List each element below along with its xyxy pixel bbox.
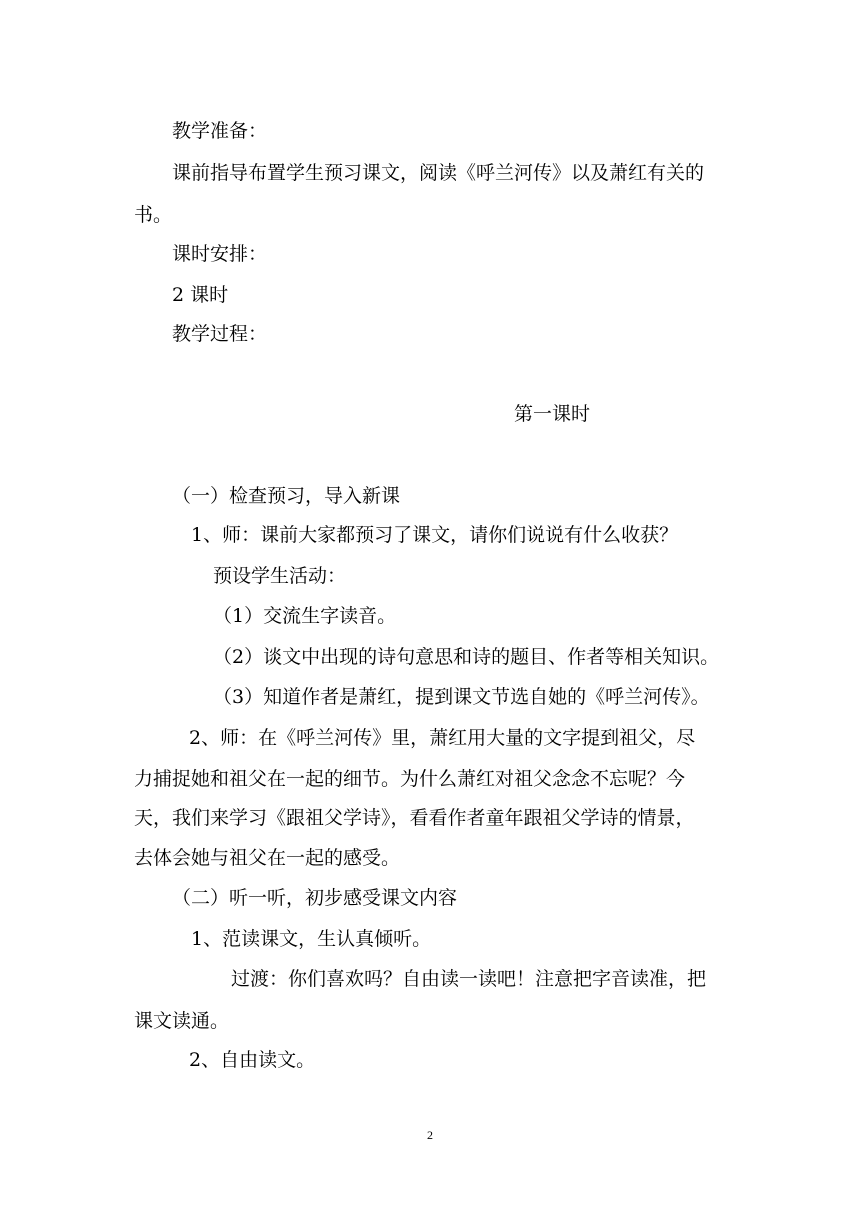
paragraph-line: 1、师：课前大家都预习了课文，请你们说说有什么收获？ [191,524,679,546]
heading-teaching-prep: 教学准备： [172,120,268,142]
page-number: 2 [427,1128,433,1142]
paragraph-line: 去体会她与祖父在一起的感受。 [134,847,401,869]
paragraph-line: 2、自由读文。 [189,1049,316,1071]
section-heading: （一）检查预习，导入新课 [172,485,401,507]
list-item: （3）知道作者是萧红，提到课文节选自她的《呼兰河传》。 [213,686,710,708]
paragraph-line: 力捕捉她和祖父在一起的细节。为什么萧红对祖父念念不忘呢？今 [134,768,686,790]
paragraph-line: 书。 [134,204,173,226]
lesson-title: 第一课时 [514,403,591,425]
list-item: （1）交流生字读音。 [213,605,397,627]
paragraph-line: 1、范读课文，生认真倾听。 [191,928,432,950]
section-heading: （二）听一听，初步感受课文内容 [172,887,458,909]
paragraph-line: 天，我们来学习《跟祖父学诗》，看看作者童年跟祖父学诗的情景， [134,807,695,829]
paragraph-line: 预设学生活动： [213,565,347,587]
paragraph-line: 课文读通。 [134,1010,230,1032]
heading-process: 教学过程： [172,323,268,345]
list-item: （2）谈文中出现的诗句意思和诗的题目、作者等相关知识。 [213,646,720,668]
paragraph-line: 2、师：在《呼兰河传》里，萧红用大量的文字提到祖父，尽 [189,727,696,749]
paragraph-line: 2 课时 [172,284,229,306]
heading-schedule: 课时安排： [172,243,268,265]
paragraph-line: 过渡：你们喜欢吗？自由读一读吧！注意把字音读准，把 [231,968,707,990]
paragraph-line: 课前指导布置学生预习课文，阅读《呼兰河传》以及萧红有关的 [172,162,705,184]
